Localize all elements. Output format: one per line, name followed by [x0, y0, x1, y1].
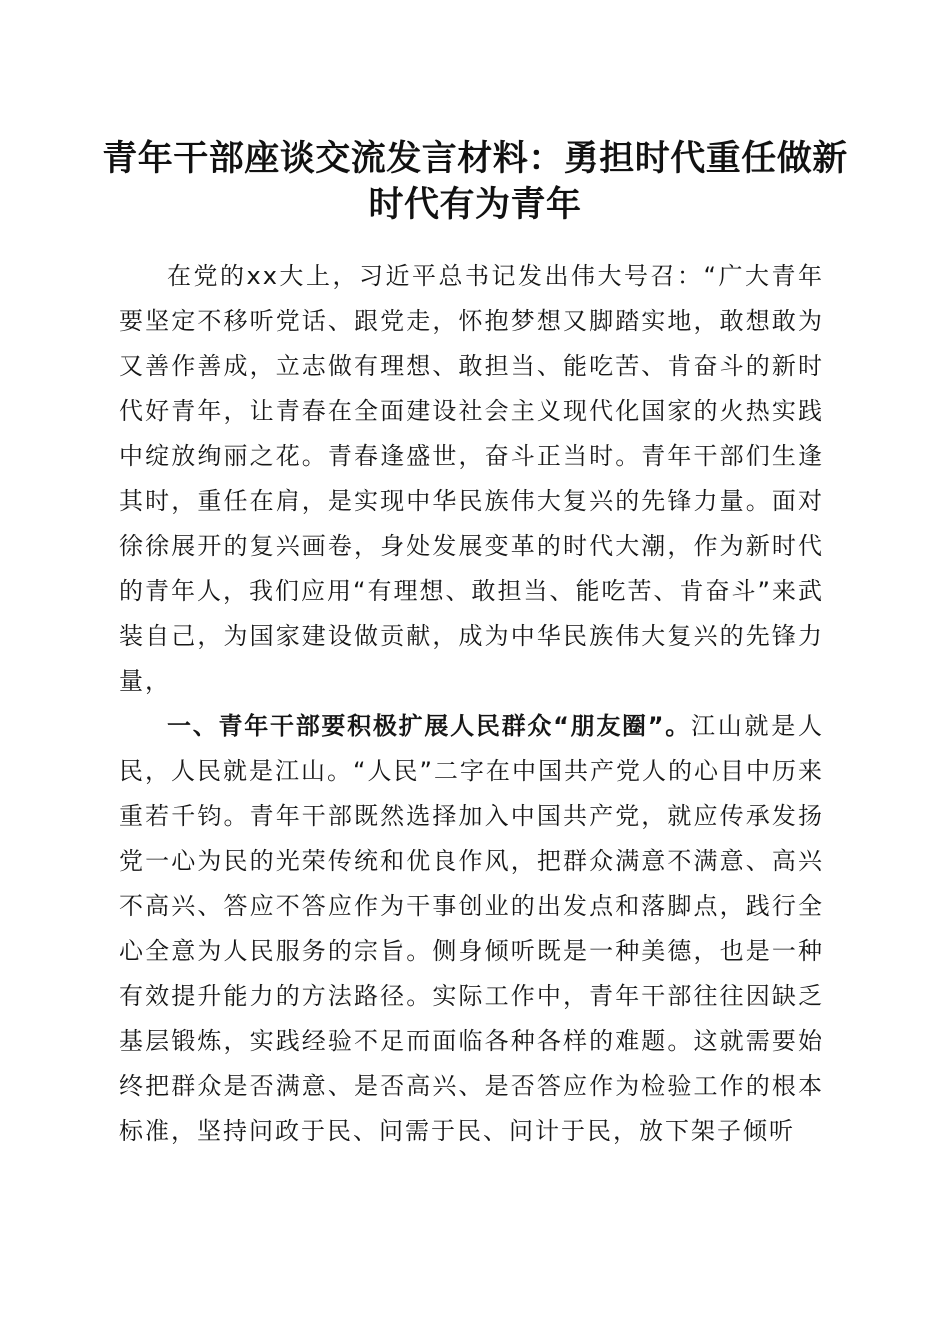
document-body: [119, 254, 824, 1154]
section-1-heading: 一、青年干部要积极扩展人民群众“朋友圈”。: [167, 712, 692, 740]
paragraph-intro: [119, 254, 824, 704]
section-1-text: 江山就是人民，人民就是江山。“人民”二字在中国共产党人的心目中历来重若千钧。青年干部既然选择加入中国共产党，就应传承发扬党一心为民的光荣传统和优良作风，把群众满意不满意、高兴不高兴、答应不答应作为干事创业的出发点和落脚点，践行全心全意为人民服务的宗旨。侧身倾听既是一种美德，也是一种有效提升能力的方法路径。实际工作中，青年干部往往因缺乏基层锻炼，实践经验不足而面临各种各样的难题。这就需要始终把群众是否满意、是否高兴、是否答应作为检验工作的根本标准，坚持问政于民、问需于民、问计于民，放下架子倾听: [119, 712, 824, 1145]
document-title: 青年干部座谈交流发言材料：勇担时代重任做新时代有为青年: [102, 138, 848, 225]
paragraph-section-1: [119, 704, 824, 1154]
paragraph-intro-text: 在党的xx大上，习近平总书记发出伟大号召：“广大青年要坚定不移听党话、跟党走，怀抱梦想又脚踏实地，敢想敢为又善作善成，立志做有理想、敢担当、能吃苦、肯奋斗的新时代好青年，让青春在全面建设社会主义现代化国家的火热实践中绽放绚丽之花。青春逢盛世，奋斗正当时。青年干部们生逢其时，重任在肩，是实现中华民族伟大复兴的先锋力量。面对徐徐展开的复兴画卷，身处发展变革的时代大潮，作为新时代的青年人，我们应用“有理想、敢担当、能吃苦、肯奋斗”来武装自己，为国家建设做贡献，成为中华民族伟大复兴的先锋力量，: [119, 262, 824, 695]
